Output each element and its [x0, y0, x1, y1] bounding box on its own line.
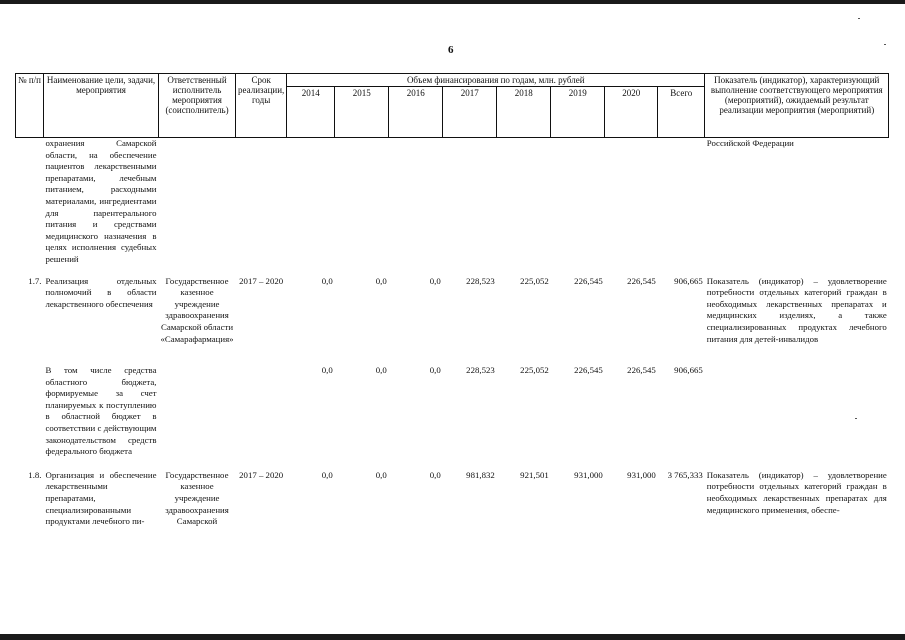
row-total: 906,665: [674, 275, 703, 286]
scan-edge-bottom: [0, 634, 905, 640]
row-name: В том числе средства областного бюджета, формируемые за счет планируемых к поступлению в областной бюджет в соответствии с действующим законодательством средств федерального бюджета: [45, 365, 157, 457]
row-value: 0,0: [321, 469, 333, 480]
row-name: Реализация отдельных полномочий в области лекарственного обеспечения: [45, 275, 157, 309]
header-year: 2019: [551, 87, 605, 138]
table-row: [16, 365, 889, 470]
row-value: 226,545: [627, 275, 656, 286]
header-year: 2020: [605, 87, 658, 138]
row-value: [443, 138, 497, 276]
row-total: 906,665: [674, 365, 703, 376]
row-value: 0,0: [429, 469, 441, 480]
header-indicator: Показатель (индикатор), характеризующий выполнение соответствующего мероприятия (мероприятий), ожидаемый результат реализации мероприятия (мероприятий): [705, 74, 889, 138]
row-value: 931,000: [574, 469, 603, 480]
row-value: 0,0: [429, 365, 441, 376]
row-value: 226,545: [574, 275, 603, 286]
row-value: 226,545: [574, 365, 603, 376]
row-responsible: Государственное казенное учреждение здравоохранения Самарской: [165, 469, 229, 527]
header-year: 2015: [335, 87, 389, 138]
row-value: 226,545: [627, 365, 656, 376]
header-year: 2017: [443, 87, 497, 138]
scan-speck: [884, 44, 886, 45]
row-responsible: [159, 138, 236, 276]
row-value: 0,0: [375, 469, 387, 480]
header-responsible: Ответственный исполнитель мероприятия (соисполнитель): [159, 74, 236, 138]
row-value: [335, 138, 389, 276]
header-name: Наименование цели, задачи, мероприятия: [44, 74, 159, 138]
row-total: 3 765,333: [667, 469, 703, 480]
row-value: [605, 138, 658, 276]
row-value: 931,000: [627, 469, 656, 480]
row-value: [497, 138, 551, 276]
table-row: [16, 276, 889, 366]
row-value: 228,523: [466, 275, 495, 286]
row-name: Организация и обеспечение лекарственными препаратами, специализированными продуктами лечебного пи-: [45, 469, 157, 527]
row-value: [551, 138, 605, 276]
header-period: Срок реализации, годы: [236, 74, 287, 138]
row-period: 2017 – 2020: [239, 469, 284, 480]
row-total: [658, 138, 705, 276]
header-total: Всего: [658, 87, 705, 138]
row-indicator: Российской Федерации: [706, 138, 794, 148]
row-value: 0,0: [375, 275, 387, 286]
row-value: [287, 138, 335, 276]
row-responsible: Государственное казенное учреждение здравоохранения Самарской области «Самарафармация»: [160, 275, 234, 344]
page-number: 6: [448, 44, 454, 56]
row-responsible: [159, 365, 236, 470]
row-value: 0,0: [375, 365, 387, 376]
row-number: [16, 365, 44, 470]
header-year: 2016: [389, 87, 443, 138]
header-no: № п/п: [16, 74, 44, 138]
header-year: 2014: [287, 87, 335, 138]
row-number: 1.8.: [28, 469, 42, 480]
row-value: 225,052: [520, 275, 549, 286]
row-period: [236, 365, 287, 470]
row-number: [16, 138, 44, 276]
table-row: [16, 470, 889, 528]
row-value: [389, 138, 443, 276]
row-period: 2017 – 2020: [239, 275, 284, 286]
table-row: [16, 138, 889, 276]
funding-table: [15, 73, 889, 528]
header-year: 2018: [497, 87, 551, 138]
row-value: 0,0: [429, 275, 441, 286]
row-value: 921,501: [520, 469, 549, 480]
row-value: 228,523: [466, 365, 495, 376]
row-value: 0,0: [321, 275, 333, 286]
row-number: 1.7.: [28, 275, 42, 286]
row-indicator: Показатель (индикатор) – удовлетворение потребности отдельных категорий граждан в необходимых лекарственных препаратах и медицинских изделиях, а также специализированных продуктах лечебного питания для детей-инвалидов: [706, 275, 887, 344]
scan-speck: [858, 18, 860, 19]
header-funding: Объем финансирования по годам, млн. рублей: [287, 74, 705, 87]
row-name: охранения Самарской области, на обеспечение пациентов лекарственными препаратами, лечебным питанием, расходными материалами, ингредиентами для парентерального питания и средствами медицинского назначения в целях исполнения судебных решений: [45, 138, 157, 264]
row-indicator: [705, 365, 889, 470]
row-period: [236, 138, 287, 276]
row-value: 225,052: [520, 365, 549, 376]
row-indicator: Показатель (индикатор) – удовлетворение потребности отдельных категорий граждан в необходимых лекарственных препаратах для медицинского применения, обеспе-: [706, 469, 887, 515]
scan-edge-top: [0, 0, 905, 4]
row-value: 0,0: [321, 365, 333, 376]
row-value: 981,832: [466, 469, 495, 480]
